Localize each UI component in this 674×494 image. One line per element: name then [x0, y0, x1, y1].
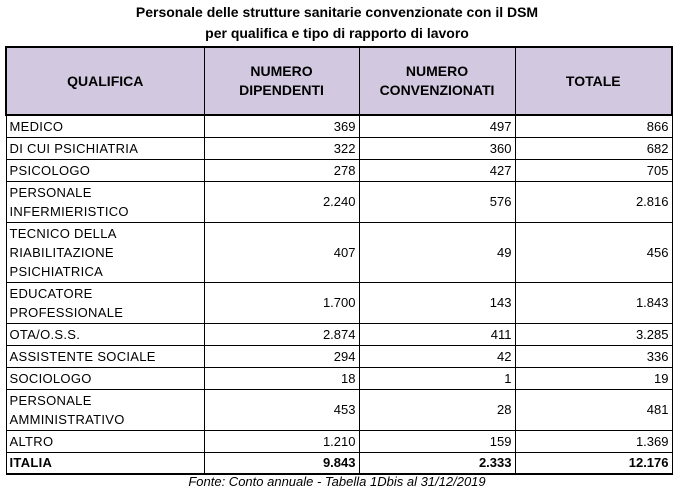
cell-convenzionati: 143 — [359, 282, 515, 323]
row-label: MEDICO — [6, 115, 204, 137]
cell-dipendenti: 1.210 — [204, 430, 359, 452]
row-label: ALTRO — [6, 430, 204, 452]
table-row — [6, 389, 672, 430]
cell-totale: 1.843 — [515, 282, 672, 323]
cell-totale: 456 — [515, 222, 672, 282]
header-totale: TOTALE — [515, 47, 672, 115]
row-label: ASSISTENTE SOCIALE — [6, 345, 204, 367]
cell-convenzionati: 49 — [359, 222, 515, 282]
title-line-2: per qualifica e tipo di rapporto di lavoro — [205, 25, 469, 41]
table-row — [6, 222, 672, 282]
cell-dipendenti: 1.700 — [204, 282, 359, 323]
row-label: SOCIOLOGO — [6, 367, 204, 389]
cell-dipendenti: 2.874 — [204, 323, 359, 345]
cell-dipendenti: 369 — [204, 115, 359, 137]
table-row — [6, 181, 672, 222]
cell-convenzionati: 1 — [359, 367, 515, 389]
row-label — [6, 389, 204, 430]
cell-convenzionati: 411 — [359, 323, 515, 345]
cell-convenzionati: 427 — [359, 159, 515, 181]
cell-totale: 3.285 — [515, 323, 672, 345]
header-row — [6, 47, 672, 115]
table-row — [6, 137, 672, 159]
cell-totale: 1.369 — [515, 430, 672, 452]
cell-convenzionati: 42 — [359, 345, 515, 367]
cell-dipendenti: 2.240 — [204, 181, 359, 222]
cell-dipendenti: 407 — [204, 222, 359, 282]
table-row — [6, 430, 672, 452]
cell-totale: 705 — [515, 159, 672, 181]
header-dipendenti-line-2: DIPENDENTI — [239, 82, 324, 98]
table-row — [6, 282, 672, 323]
row-label-line: INFERMIERISTICO — [9, 203, 129, 219]
row-label-line: PERSONALE — [9, 392, 92, 408]
total-row — [6, 452, 672, 474]
cell-dipendenti: 322 — [204, 137, 359, 159]
row-label-line: TECNICO DELLA — [9, 225, 117, 241]
cell-convenzionati: 576 — [359, 181, 515, 222]
cell-dipendenti: 453 — [204, 389, 359, 430]
row-label-line: RIABILITAZIONE — [9, 244, 114, 260]
row-label-line: AMMINISTRATIVO — [9, 411, 125, 427]
source-note: Fonte: Conto annuale - Tabella 1Dbis al 31/12/2019 — [188, 474, 486, 489]
title-line-1: Personale delle strutture sanitarie convenzionate con il DSM — [135, 4, 539, 20]
row-label — [6, 282, 204, 323]
row-label: DI CUI PSICHIATRIA — [6, 137, 204, 159]
staff-table — [5, 46, 673, 475]
table-row — [6, 367, 672, 389]
cell-totale: 336 — [515, 345, 672, 367]
cell-totale: 866 — [515, 115, 672, 137]
table-row — [6, 159, 672, 181]
row-label — [6, 181, 204, 222]
header-convenzionati-line-1: NUMERO — [405, 63, 469, 79]
cell-totale: 481 — [515, 389, 672, 430]
row-label: ITALIA — [6, 452, 204, 474]
table-row — [6, 345, 672, 367]
row-label — [6, 222, 204, 282]
row-label-line: PERSONALE — [9, 184, 92, 200]
header-convenzionati-line-2: CONVENZIONATI — [379, 82, 495, 98]
cell-convenzionati: 159 — [359, 430, 515, 452]
header-dipendenti-line-1: NUMERO — [250, 63, 313, 79]
row-label-line: PROFESSIONALE — [9, 304, 124, 320]
table-row — [6, 323, 672, 345]
row-label-line: EDUCATORE — [9, 285, 93, 301]
cell-totale: 682 — [515, 137, 672, 159]
header-qualifica: QUALIFICA — [6, 47, 204, 115]
row-label-line: PSICHIATRICA — [9, 263, 104, 279]
cell-dipendenti: 18 — [204, 367, 359, 389]
header-numero-convenzionati — [359, 47, 515, 115]
cell-totale: 19 — [515, 367, 672, 389]
cell-convenzionati: 28 — [359, 389, 515, 430]
table-row — [6, 115, 672, 137]
cell-convenzionati: 497 — [359, 115, 515, 137]
cell-dipendenti: 294 — [204, 345, 359, 367]
row-label: PSICOLOGO — [6, 159, 204, 181]
cell-convenzionati: 360 — [359, 137, 515, 159]
row-label: OTA/O.S.S. — [6, 323, 204, 345]
cell-convenzionati: 2.333 — [359, 452, 515, 474]
cell-dipendenti: 9.843 — [204, 452, 359, 474]
cell-totale: 12.176 — [515, 452, 672, 474]
cell-totale: 2.816 — [515, 181, 672, 222]
header-numero-dipendenti — [204, 47, 359, 115]
table-title — [0, 2, 674, 44]
cell-dipendenti: 278 — [204, 159, 359, 181]
